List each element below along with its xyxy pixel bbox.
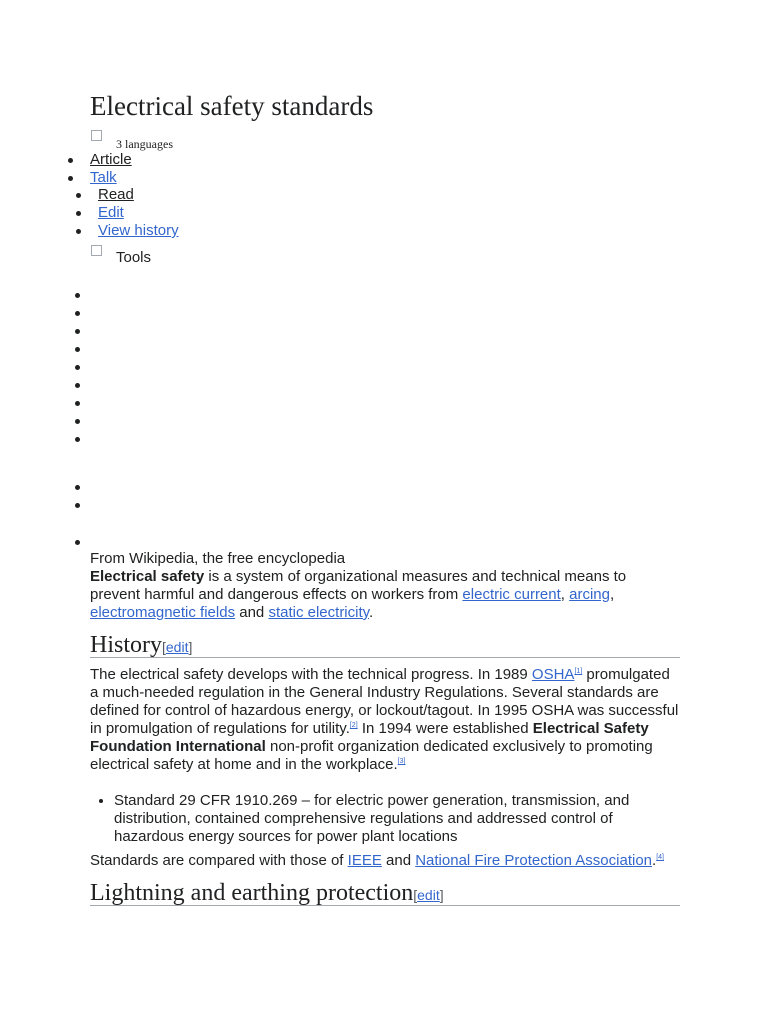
tagline: From Wikipedia, the free encyclopedia xyxy=(90,550,346,567)
section-heading-history: History[edit] xyxy=(90,636,680,658)
edit-section-link[interactable]: edit xyxy=(417,887,440,903)
intro-paragraph: Electrical safety is a system of organizational measures and technical means to prevent harmful and dangerous effects on workers from electric current, arcing, electromagnetic fields and static electricity. xyxy=(90,568,627,621)
tools-label[interactable]: Tools xyxy=(116,249,152,266)
reference-link[interactable]: [2] xyxy=(349,722,358,729)
link-static-electricity[interactable]: static electricity xyxy=(268,604,370,621)
language-toggle-checkbox[interactable] xyxy=(91,130,102,141)
reference-link[interactable]: [3] xyxy=(397,758,406,765)
tools-toggle-checkbox[interactable] xyxy=(91,245,102,256)
tab-talk[interactable]: Talk xyxy=(90,169,132,187)
tab-view-history[interactable]: View history xyxy=(98,222,179,239)
tab-read[interactable]: Read xyxy=(98,186,179,204)
link-arcing[interactable]: arcing xyxy=(569,586,610,603)
tab-edit[interactable]: Edit xyxy=(98,204,179,222)
section-heading-lightning: Lightning and earthing protection[edit] xyxy=(90,884,680,906)
link-ieee[interactable]: IEEE xyxy=(347,852,382,869)
list-item: • Standard 29 CFR 1910.269 – for electric power generation, transmission, and distribution, contained comprehensive regulations and addressed control of hazardous energy sources for power plant locations xyxy=(114,792,680,846)
languages-label[interactable]: 3 languages xyxy=(116,137,173,151)
article-content xyxy=(90,550,680,906)
link-nfpa[interactable]: National Fire Protection Association xyxy=(415,852,653,869)
link-osha[interactable]: OSHA xyxy=(531,666,575,683)
history-paragraph: The electrical safety develops with the technical progress. In 1989 OSHA[1] promulgated a much-needed regulation in the General Industry Regulations. Several standards are defined for control of hazardous energy, or lockout/tagout. In 1995 OSHA was successful in promulgation of regulations for utility.[2] In 1994 were established Electrical Safety Foundation International non-profit organization dedicated exclusively to promoting electrical safety at home and in the workplace.[3] xyxy=(90,666,679,773)
history-list xyxy=(90,792,680,846)
reference-link[interactable]: [4] xyxy=(656,854,664,861)
standards-paragraph: Standards are compared with those of IEEE and National Fire Protection Association.[4] xyxy=(90,852,664,869)
namespace-tabs xyxy=(90,151,132,187)
link-electromagnetic-fields[interactable]: electromagnetic fields xyxy=(90,604,236,621)
reference-link[interactable]: [1] xyxy=(574,668,583,675)
page-title: Electrical safety standards xyxy=(90,91,374,121)
edit-section-link[interactable]: edit xyxy=(165,639,189,655)
view-tabs xyxy=(98,186,179,240)
tab-article[interactable]: Article xyxy=(90,151,132,168)
link-electric-current[interactable]: electric current xyxy=(462,586,561,603)
